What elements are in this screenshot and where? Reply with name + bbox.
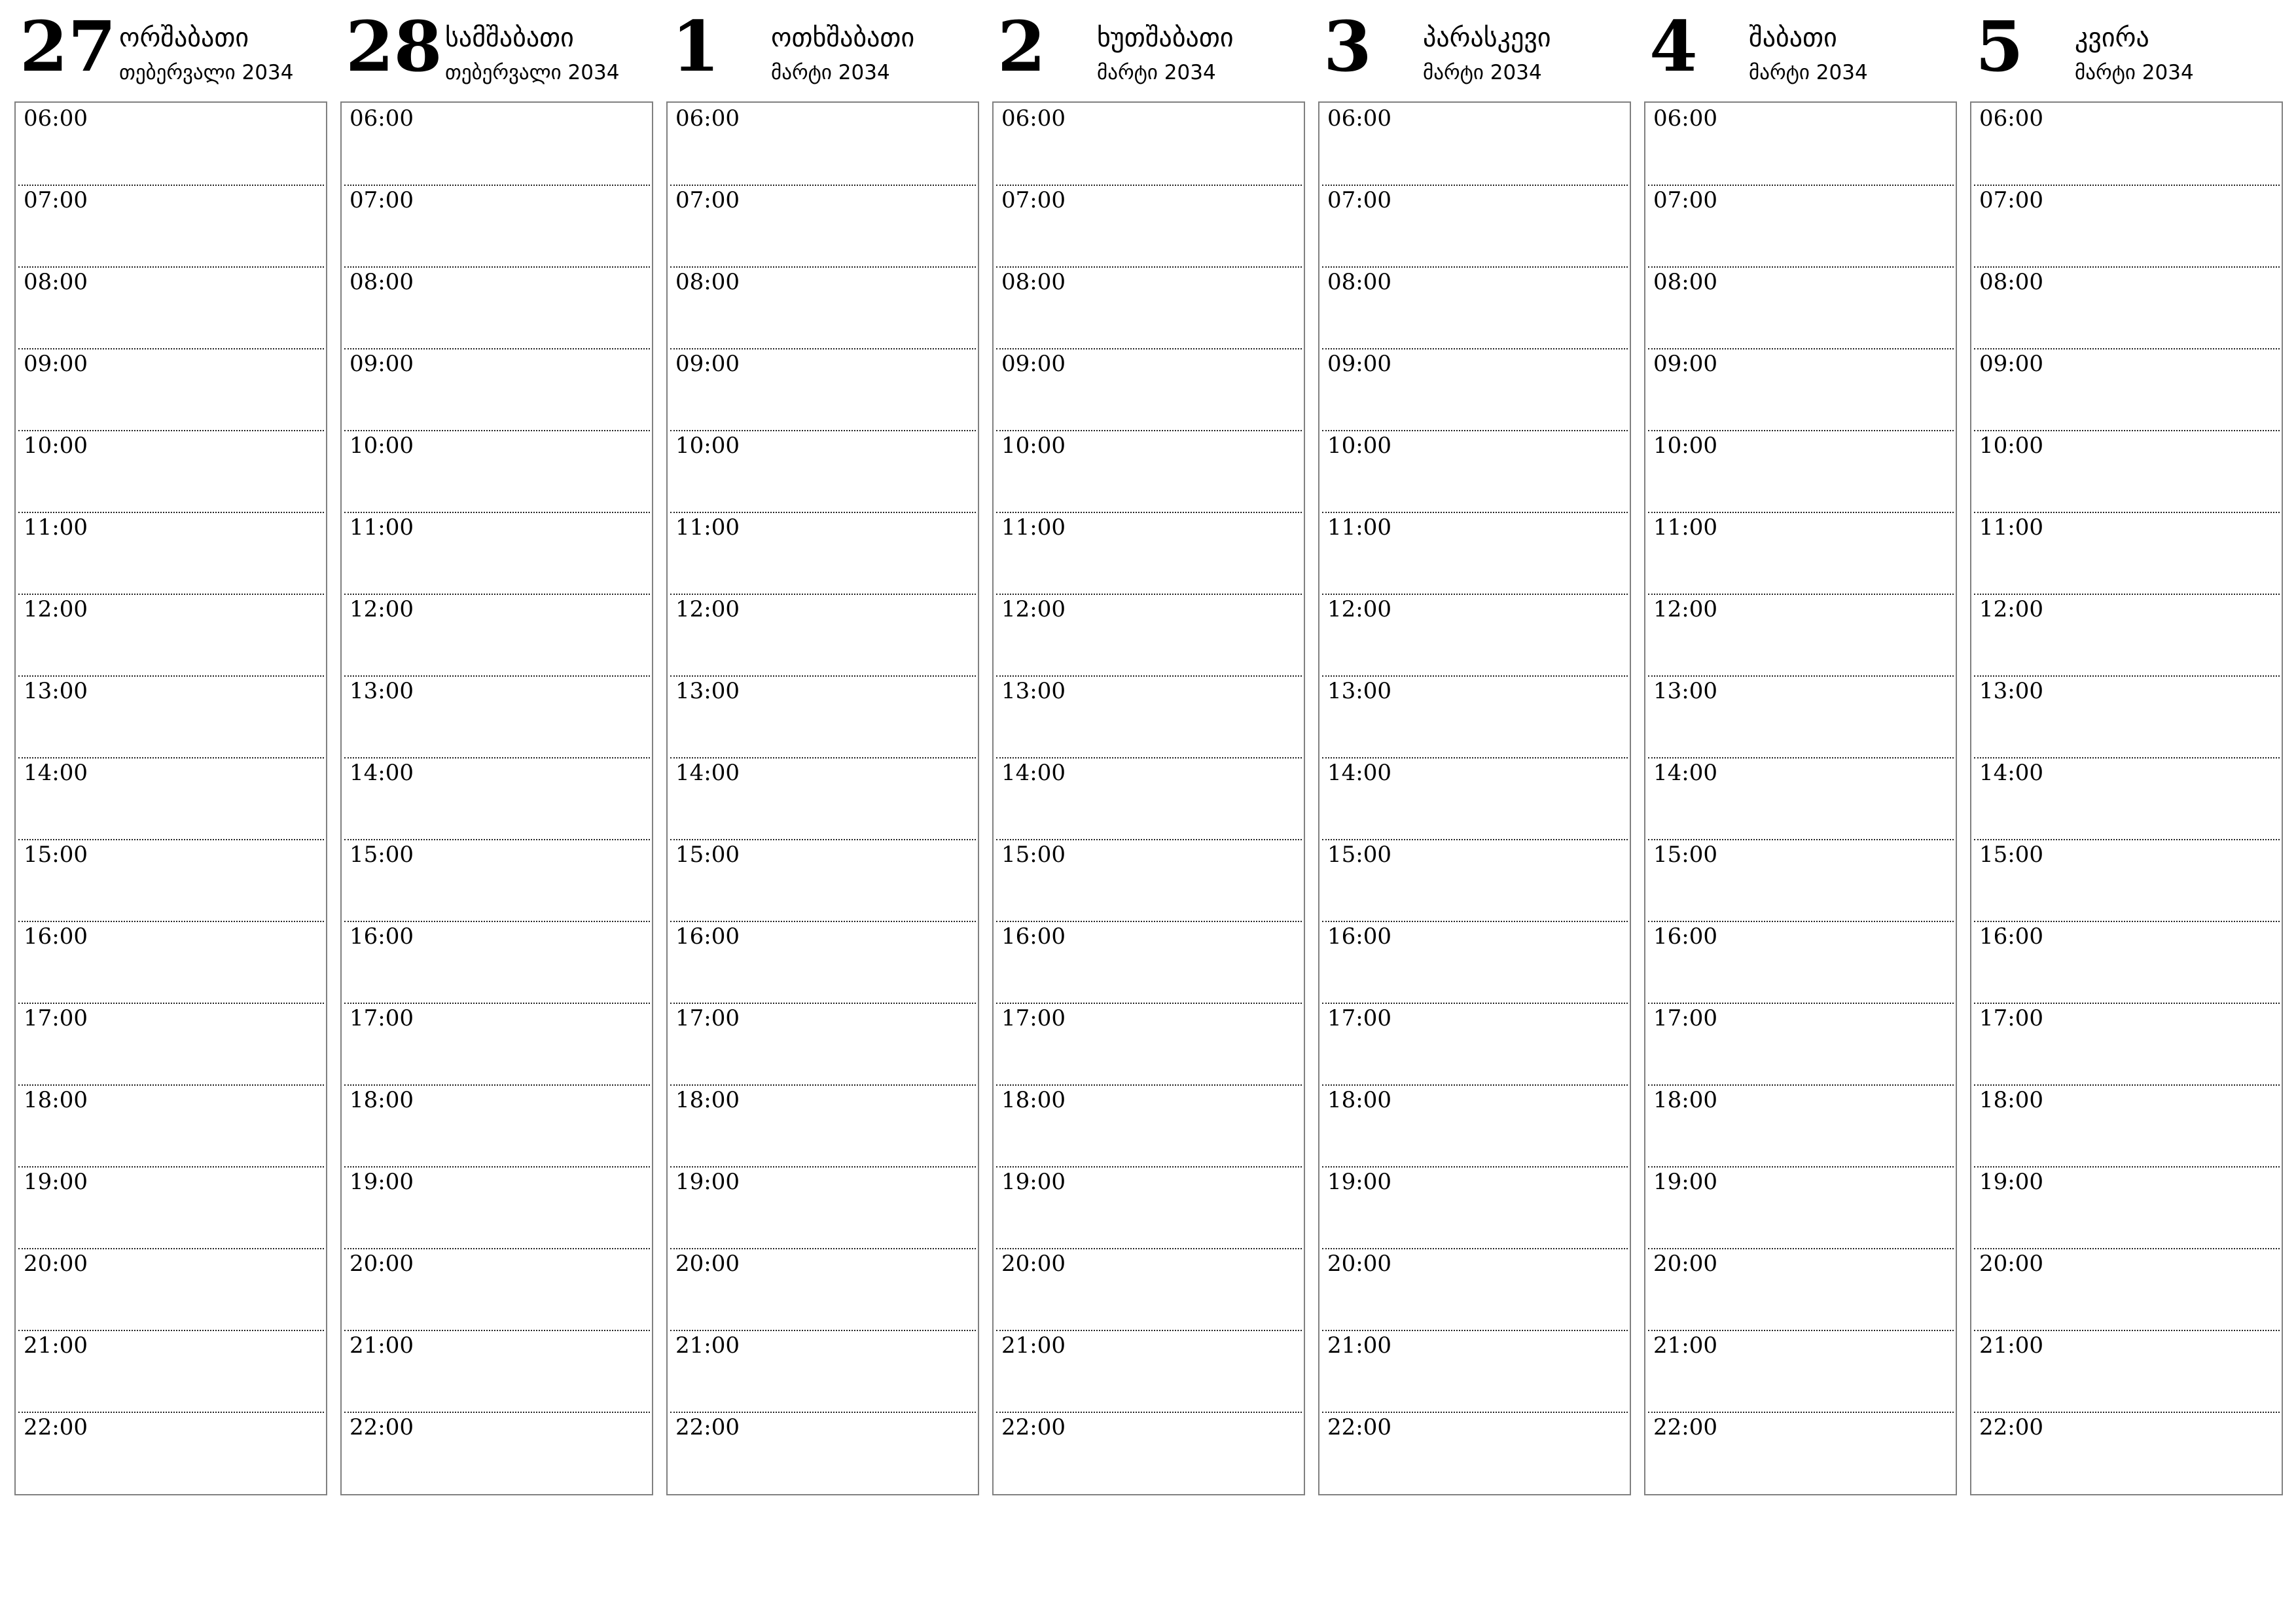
hour-slot[interactable] [1322, 104, 1628, 186]
day-schedule-box [666, 101, 979, 1495]
hour-label: 21:00 [1327, 1332, 1391, 1359]
hour-slot[interactable] [1974, 186, 2280, 268]
month-year-label: მარტი 2034 [771, 61, 890, 84]
day-schedule-box [1318, 101, 1631, 1495]
hour-slot[interactable] [1974, 922, 2280, 1004]
hour-slot[interactable] [1648, 349, 1954, 431]
hour-label: 10:00 [1327, 433, 1391, 459]
day-number: 28 [346, 5, 442, 87]
hour-label: 09:00 [1979, 351, 2043, 377]
hour-slot[interactable] [1974, 758, 2280, 840]
hour-slot[interactable] [1974, 513, 2280, 595]
hour-label: 10:00 [675, 433, 740, 459]
day-number: 5 [1975, 5, 2024, 87]
hour-label: 08:00 [1979, 269, 2043, 295]
hour-slot[interactable] [1648, 104, 1954, 186]
hour-slot[interactable] [670, 1086, 976, 1168]
hour-slot[interactable] [670, 922, 976, 1004]
hour-slot[interactable] [18, 677, 324, 758]
day-schedule-box [340, 101, 653, 1495]
hour-slot[interactable] [996, 268, 1302, 349]
hour-label: 17:00 [1001, 1005, 1066, 1031]
hour-slot[interactable] [1974, 104, 2280, 186]
hour-label: 09:00 [1327, 351, 1391, 377]
hour-label: 19:00 [1327, 1169, 1391, 1195]
hour-label: 13:00 [350, 678, 414, 704]
hour-label: 22:00 [1653, 1414, 1717, 1440]
hour-label: 09:00 [24, 351, 88, 377]
hour-label: 17:00 [24, 1005, 88, 1031]
hour-label: 11:00 [675, 514, 740, 541]
hour-slot[interactable] [18, 513, 324, 595]
hour-slot[interactable] [1322, 186, 1628, 268]
weekday-name: სამშაბათი [445, 23, 574, 53]
hour-slot[interactable] [1648, 1249, 1954, 1331]
hour-slot[interactable] [670, 268, 976, 349]
hour-slot[interactable] [996, 758, 1302, 840]
hour-label: 11:00 [350, 514, 414, 541]
hour-slot[interactable] [1322, 268, 1628, 349]
hour-label: 22:00 [675, 1414, 740, 1440]
hour-label: 08:00 [675, 269, 740, 295]
hour-label: 07:00 [1653, 187, 1717, 213]
hour-slot[interactable] [18, 349, 324, 431]
hour-label: 20:00 [675, 1251, 740, 1277]
hour-label: 19:00 [1001, 1169, 1066, 1195]
hour-label: 08:00 [350, 269, 414, 295]
hour-label: 14:00 [1979, 760, 2043, 786]
hour-slot[interactable] [670, 1331, 976, 1413]
hour-slot[interactable] [1648, 1086, 1954, 1168]
hour-label: 18:00 [350, 1087, 414, 1113]
hour-slot[interactable] [344, 595, 650, 677]
hour-slot[interactable] [18, 431, 324, 513]
hour-slot[interactable] [1974, 431, 2280, 513]
hour-slot[interactable] [344, 1249, 650, 1331]
hour-slot[interactable] [996, 595, 1302, 677]
hour-label: 21:00 [1653, 1332, 1717, 1359]
hour-slot[interactable] [1648, 677, 1954, 758]
hour-slot[interactable] [1974, 677, 2280, 758]
hour-label: 10:00 [24, 433, 88, 459]
hour-label: 20:00 [350, 1251, 414, 1277]
day-header [1318, 0, 1631, 98]
hour-slot[interactable] [344, 1086, 650, 1168]
hour-label: 16:00 [1979, 923, 2043, 950]
hour-slot[interactable] [18, 840, 324, 922]
day-header [1970, 0, 2283, 98]
day-number: 2 [997, 5, 1046, 87]
hour-slot[interactable] [996, 513, 1302, 595]
hour-label: 08:00 [1327, 269, 1391, 295]
hour-label: 16:00 [1653, 923, 1717, 950]
hour-label: 17:00 [350, 1005, 414, 1031]
hour-label: 19:00 [350, 1169, 414, 1195]
hour-label: 16:00 [24, 923, 88, 950]
hour-label: 12:00 [1979, 596, 2043, 622]
hour-label: 16:00 [1327, 923, 1391, 950]
hour-slot[interactable] [1648, 268, 1954, 349]
hour-slot[interactable] [996, 922, 1302, 1004]
hour-slot[interactable] [670, 1168, 976, 1249]
hour-label: 06:00 [350, 105, 414, 132]
hour-slot[interactable] [670, 840, 976, 922]
hour-slot[interactable] [670, 104, 976, 186]
hour-label: 19:00 [1979, 1169, 2043, 1195]
hour-slot[interactable] [1322, 349, 1628, 431]
hour-label: 09:00 [1653, 351, 1717, 377]
hour-label: 18:00 [1327, 1087, 1391, 1113]
hour-label: 10:00 [1001, 433, 1066, 459]
hour-slot[interactable] [996, 104, 1302, 186]
day-header [666, 0, 979, 98]
hour-label: 10:00 [350, 433, 414, 459]
hour-slot[interactable] [18, 1168, 324, 1249]
hour-label: 07:00 [1327, 187, 1391, 213]
weekday-name: ორშაბათი [119, 23, 249, 53]
hour-label: 21:00 [1979, 1332, 2043, 1359]
hour-label: 22:00 [24, 1414, 88, 1440]
hour-slot[interactable] [1974, 268, 2280, 349]
hour-slot[interactable] [996, 1413, 1302, 1495]
hour-label: 18:00 [1653, 1087, 1717, 1113]
hour-slot[interactable] [670, 186, 976, 268]
hour-label: 12:00 [675, 596, 740, 622]
hour-label: 21:00 [1001, 1332, 1066, 1359]
hour-slot[interactable] [670, 431, 976, 513]
weekday-name: ხუთშაბათი [1097, 23, 1234, 53]
hour-slot[interactable] [18, 1086, 324, 1168]
hour-label: 12:00 [1653, 596, 1717, 622]
hour-slot[interactable] [344, 677, 650, 758]
hour-label: 15:00 [1327, 842, 1391, 868]
hour-label: 19:00 [675, 1169, 740, 1195]
hour-slot[interactable] [1322, 1413, 1628, 1495]
hour-slot[interactable] [18, 1249, 324, 1331]
hour-slot[interactable] [344, 1168, 650, 1249]
hour-slot[interactable] [1322, 1249, 1628, 1331]
hour-label: 19:00 [1653, 1169, 1717, 1195]
hour-label: 16:00 [1001, 923, 1066, 950]
hour-slot[interactable] [996, 840, 1302, 922]
hour-label: 06:00 [24, 105, 88, 132]
hour-label: 06:00 [1327, 105, 1391, 132]
hour-label: 22:00 [1327, 1414, 1391, 1440]
hour-label: 06:00 [1979, 105, 2043, 132]
hour-label: 08:00 [24, 269, 88, 295]
hour-label: 15:00 [1001, 842, 1066, 868]
hour-slot[interactable] [1974, 1249, 2280, 1331]
hour-label: 11:00 [24, 514, 88, 541]
hour-slot[interactable] [344, 186, 650, 268]
hour-slot[interactable] [996, 677, 1302, 758]
hour-slot[interactable] [996, 1086, 1302, 1168]
day-schedule-box [992, 101, 1305, 1495]
day-header [1644, 0, 1957, 98]
hour-label: 18:00 [24, 1087, 88, 1113]
hour-label: 18:00 [675, 1087, 740, 1113]
hour-label: 20:00 [1001, 1251, 1066, 1277]
hour-label: 12:00 [350, 596, 414, 622]
hour-slot[interactable] [344, 513, 650, 595]
hour-label: 08:00 [1653, 269, 1717, 295]
hour-label: 17:00 [675, 1005, 740, 1031]
hour-slot[interactable] [996, 1331, 1302, 1413]
hour-slot[interactable] [670, 1004, 976, 1086]
hour-label: 14:00 [1001, 760, 1066, 786]
hour-slot[interactable] [670, 1249, 976, 1331]
hour-slot[interactable] [996, 1168, 1302, 1249]
hour-slot[interactable] [1974, 1086, 2280, 1168]
day-header [340, 0, 653, 98]
hour-label: 10:00 [1653, 433, 1717, 459]
hour-slot[interactable] [996, 1249, 1302, 1331]
hour-slot[interactable] [996, 1004, 1302, 1086]
hour-slot[interactable] [996, 186, 1302, 268]
hour-slot[interactable] [1974, 1004, 2280, 1086]
hour-label: 20:00 [1653, 1251, 1717, 1277]
day-number: 3 [1323, 5, 1372, 87]
hour-label: 20:00 [1327, 1251, 1391, 1277]
hour-slot[interactable] [670, 758, 976, 840]
hour-label: 11:00 [1327, 514, 1391, 541]
month-year-label: თებერვალი 2034 [119, 61, 294, 84]
hour-label: 15:00 [350, 842, 414, 868]
month-year-label: მარტი 2034 [1749, 61, 1868, 84]
hour-slot[interactable] [1322, 1086, 1628, 1168]
hour-slot[interactable] [1648, 595, 1954, 677]
hour-slot[interactable] [670, 595, 976, 677]
hour-slot[interactable] [344, 1004, 650, 1086]
hour-slot[interactable] [18, 268, 324, 349]
hour-label: 15:00 [24, 842, 88, 868]
hour-label: 07:00 [1979, 187, 2043, 213]
hour-slot[interactable] [1974, 1413, 2280, 1495]
weekday-name: კვირა [2075, 23, 2149, 53]
hour-slot[interactable] [344, 431, 650, 513]
hour-slot[interactable] [1322, 1331, 1628, 1413]
hour-label: 16:00 [675, 923, 740, 950]
day-schedule-box [1644, 101, 1957, 1495]
hour-label: 09:00 [1001, 351, 1066, 377]
month-year-label: თებერვალი 2034 [445, 61, 620, 84]
hour-slot[interactable] [18, 1413, 324, 1495]
hour-label: 08:00 [1001, 269, 1066, 295]
hour-label: 17:00 [1979, 1005, 2043, 1031]
hour-slot[interactable] [670, 1413, 976, 1495]
hour-label: 14:00 [675, 760, 740, 786]
hour-slot[interactable] [1974, 840, 2280, 922]
hour-label: 15:00 [1653, 842, 1717, 868]
hour-slot[interactable] [1648, 1413, 1954, 1495]
hour-label: 09:00 [675, 351, 740, 377]
hour-label: 22:00 [1979, 1414, 2043, 1440]
hour-label: 09:00 [350, 351, 414, 377]
hour-slot[interactable] [344, 104, 650, 186]
hour-label: 15:00 [675, 842, 740, 868]
hour-slot[interactable] [670, 677, 976, 758]
hour-slot[interactable] [1648, 758, 1954, 840]
hour-label: 13:00 [1979, 678, 2043, 704]
hour-label: 12:00 [24, 596, 88, 622]
hour-label: 07:00 [1001, 187, 1066, 213]
hour-slot[interactable] [1322, 513, 1628, 595]
hour-slot[interactable] [1648, 1331, 1954, 1413]
hour-slot[interactable] [1322, 758, 1628, 840]
day-header [992, 0, 1305, 98]
hour-slot[interactable] [344, 840, 650, 922]
hour-slot[interactable] [18, 922, 324, 1004]
hour-label: 06:00 [1653, 105, 1717, 132]
hour-slot[interactable] [1648, 431, 1954, 513]
hour-slot[interactable] [1322, 1004, 1628, 1086]
hour-label: 20:00 [24, 1251, 88, 1277]
hour-label: 18:00 [1001, 1087, 1066, 1113]
hour-label: 18:00 [1979, 1087, 2043, 1113]
hour-label: 14:00 [350, 760, 414, 786]
hour-slot[interactable] [1648, 922, 1954, 1004]
hour-label: 21:00 [350, 1332, 414, 1359]
hour-slot[interactable] [1322, 922, 1628, 1004]
hour-label: 13:00 [1653, 678, 1717, 704]
hour-slot[interactable] [1648, 186, 1954, 268]
hour-label: 14:00 [24, 760, 88, 786]
hour-label: 10:00 [1979, 433, 2043, 459]
hour-label: 21:00 [675, 1332, 740, 1359]
hour-label: 06:00 [675, 105, 740, 132]
hour-slot[interactable] [670, 349, 976, 431]
hour-label: 19:00 [24, 1169, 88, 1195]
hour-label: 17:00 [1327, 1005, 1391, 1031]
day-schedule-box [1970, 101, 2283, 1495]
day-number: 4 [1649, 5, 1698, 87]
hour-slot[interactable] [1648, 1004, 1954, 1086]
hour-label: 06:00 [1001, 105, 1066, 132]
hour-slot[interactable] [1974, 595, 2280, 677]
hour-label: 11:00 [1001, 514, 1066, 541]
hour-label: 11:00 [1653, 514, 1717, 541]
hour-slot[interactable] [670, 513, 976, 595]
day-header [14, 0, 327, 98]
hour-slot[interactable] [18, 186, 324, 268]
hour-label: 14:00 [1653, 760, 1717, 786]
hour-slot[interactable] [1648, 513, 1954, 595]
weekday-name: პარასკევი [1423, 23, 1551, 53]
hour-slot[interactable] [1974, 1331, 2280, 1413]
hour-label: 13:00 [24, 678, 88, 704]
hour-slot[interactable] [1322, 431, 1628, 513]
hour-label: 12:00 [1001, 596, 1066, 622]
hour-slot[interactable] [18, 1331, 324, 1413]
hour-slot[interactable] [1322, 677, 1628, 758]
hour-slot[interactable] [1322, 840, 1628, 922]
hour-slot[interactable] [1322, 595, 1628, 677]
hour-slot[interactable] [18, 104, 324, 186]
hour-label: 07:00 [350, 187, 414, 213]
hour-slot[interactable] [996, 349, 1302, 431]
hour-label: 22:00 [350, 1414, 414, 1440]
hour-slot[interactable] [1974, 349, 2280, 431]
weekday-name: ოთხშაბათი [771, 23, 915, 53]
day-number: 1 [672, 5, 720, 87]
hour-label: 16:00 [350, 923, 414, 950]
day-schedule-box [14, 101, 327, 1495]
hour-slot[interactable] [18, 595, 324, 677]
month-year-label: მარტი 2034 [1423, 61, 1542, 84]
hour-slot[interactable] [18, 1004, 324, 1086]
hour-label: 11:00 [1979, 514, 2043, 541]
day-number: 27 [20, 5, 117, 87]
hour-label: 20:00 [1979, 1251, 2043, 1277]
hour-slot[interactable] [344, 349, 650, 431]
hour-slot[interactable] [18, 758, 324, 840]
hour-label: 07:00 [24, 187, 88, 213]
hour-label: 17:00 [1653, 1005, 1717, 1031]
hour-slot[interactable] [344, 1331, 650, 1413]
hour-label: 21:00 [24, 1332, 88, 1359]
hour-label: 14:00 [1327, 760, 1391, 786]
hour-slot[interactable] [1974, 1168, 2280, 1249]
hour-label: 15:00 [1979, 842, 2043, 868]
hour-slot[interactable] [344, 922, 650, 1004]
hour-label: 07:00 [675, 187, 740, 213]
hour-slot[interactable] [996, 431, 1302, 513]
hour-slot[interactable] [344, 758, 650, 840]
month-year-label: მარტი 2034 [1097, 61, 1216, 84]
hour-slot[interactable] [344, 268, 650, 349]
hour-slot[interactable] [344, 1413, 650, 1495]
hour-label: 13:00 [1001, 678, 1066, 704]
hour-label: 13:00 [1327, 678, 1391, 704]
hour-label: 22:00 [1001, 1414, 1066, 1440]
hour-label: 12:00 [1327, 596, 1391, 622]
month-year-label: მარტი 2034 [2075, 61, 2194, 84]
hour-slot[interactable] [1322, 1168, 1628, 1249]
hour-slot[interactable] [1648, 840, 1954, 922]
hour-label: 13:00 [675, 678, 740, 704]
hour-slot[interactable] [1648, 1168, 1954, 1249]
weekday-name: შაბათი [1749, 23, 1837, 53]
